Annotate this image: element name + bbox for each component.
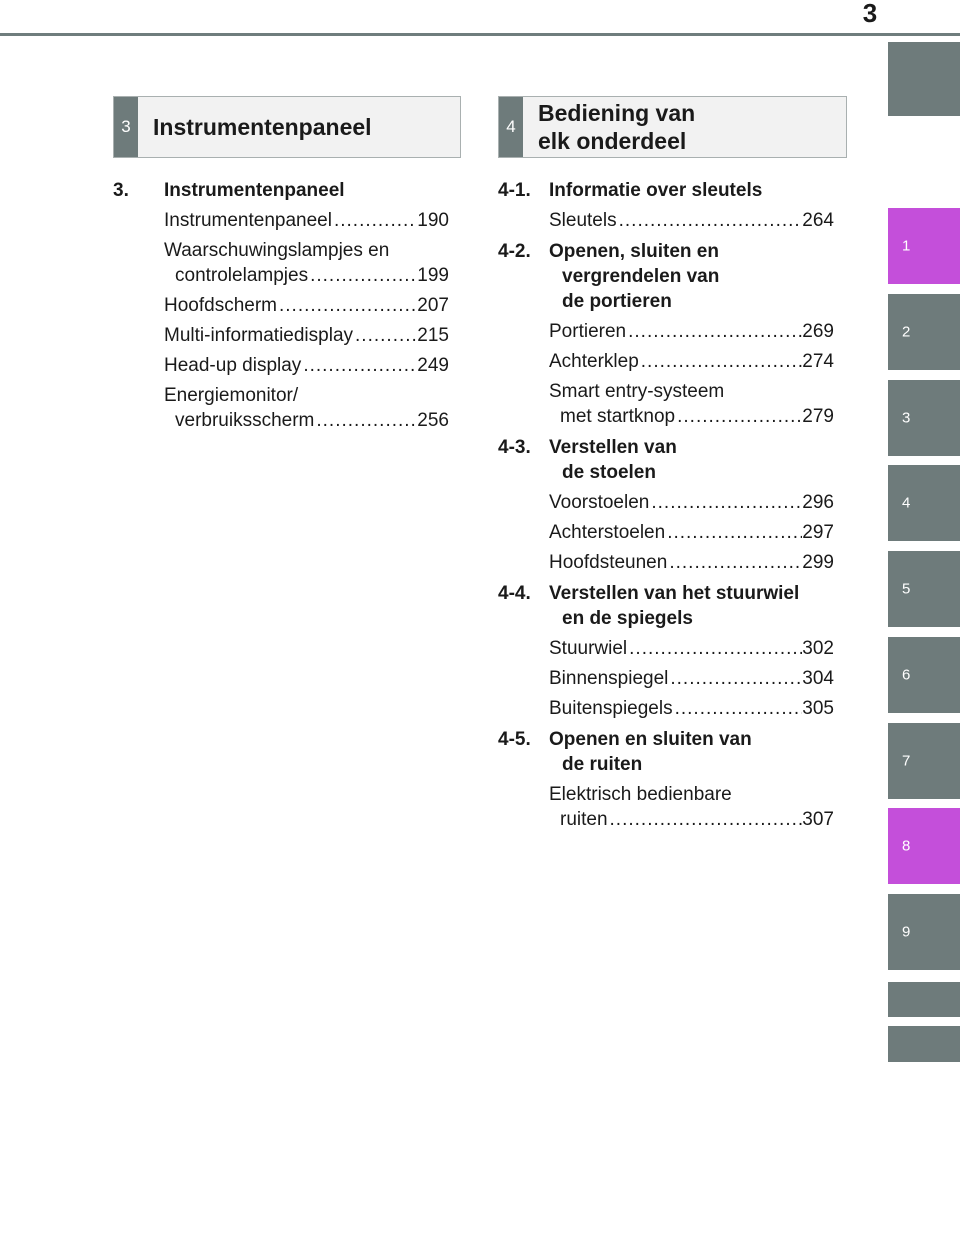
dot-leader — [314, 408, 417, 433]
toc-column-left — [113, 178, 449, 439]
toc-page-number: 274 — [802, 351, 834, 372]
dot-leader — [277, 293, 417, 318]
dot-leader — [353, 323, 417, 348]
toc-entry[interactable] — [498, 636, 834, 661]
chapter-tab-label: 4 — [902, 494, 911, 512]
toc-heading-text: Informatie over sleutels — [549, 180, 763, 201]
toc-entry-title: Waarschuwingslampjes en — [164, 240, 390, 261]
toc-page-number: 305 — [802, 698, 834, 719]
toc-entry-title: met startknop — [560, 406, 676, 427]
section-header-4 — [498, 96, 847, 158]
chapter-tab[interactable] — [888, 208, 960, 284]
toc-group — [498, 581, 834, 721]
toc-group — [113, 178, 449, 433]
toc-entry-title: Hoofdscherm — [164, 295, 277, 316]
chapter-tab[interactable] — [888, 1026, 960, 1062]
section-header-3 — [113, 96, 461, 158]
section-title: Bediening van elk onderdeel — [538, 100, 696, 154]
toc-entry[interactable] — [498, 666, 834, 691]
toc-page-number: 304 — [802, 668, 834, 689]
toc-entry-title: Voorstoelen — [549, 492, 650, 513]
dot-leader — [301, 353, 417, 378]
chapter-tab-label: 8 — [902, 837, 911, 855]
chapter-tab-label: 9 — [902, 923, 911, 941]
top-rule — [0, 33, 960, 36]
toc-heading-number: 4-3. — [498, 437, 531, 458]
chapter-tab-label: 6 — [902, 666, 911, 684]
toc-entry-title: Achterstoelen — [549, 522, 666, 543]
dot-leader — [308, 263, 417, 288]
toc-heading-text: Verstellen van — [549, 437, 677, 458]
chapter-tab[interactable] — [888, 380, 960, 456]
toc-page-number: 299 — [802, 552, 834, 573]
toc-page-number: 302 — [802, 638, 834, 659]
chapter-tab[interactable] — [888, 723, 960, 799]
dot-leader — [608, 807, 803, 832]
toc-heading[interactable] — [498, 239, 834, 314]
toc-page-number: 215 — [417, 325, 449, 346]
chapter-tab[interactable] — [888, 808, 960, 884]
toc-page-number: 264 — [802, 210, 834, 231]
toc-heading-text: Instrumentenpaneel — [164, 180, 345, 201]
toc-entry-title: Portieren — [549, 321, 627, 342]
toc-entry[interactable] — [498, 208, 834, 233]
toc-heading-text: Verstellen van het stuurwiel — [549, 583, 800, 604]
toc-entry[interactable] — [498, 696, 834, 721]
toc-heading-number: 4-1. — [498, 180, 531, 201]
toc-page-number: 256 — [417, 410, 449, 431]
page-number: 3 — [862, 0, 878, 28]
toc-group — [498, 239, 834, 429]
toc-column-right — [498, 178, 834, 838]
toc-entry-title: Binnenspiegel — [549, 668, 669, 689]
toc-entry[interactable] — [113, 208, 449, 233]
chapter-tab[interactable] — [888, 894, 960, 970]
chapter-tab[interactable] — [888, 637, 960, 713]
toc-heading-number: 4-2. — [498, 241, 531, 262]
chapter-tab[interactable] — [888, 42, 960, 116]
toc-entry[interactable] — [113, 353, 449, 378]
toc-page-number: 279 — [802, 406, 834, 427]
toc-group — [498, 727, 834, 832]
dot-leader — [639, 349, 803, 374]
toc-entry[interactable] — [113, 238, 449, 288]
toc-page-number: 199 — [417, 265, 449, 286]
dot-leader — [626, 319, 802, 344]
toc-heading[interactable] — [498, 727, 834, 777]
toc-entry[interactable] — [113, 293, 449, 318]
section-number: 3 — [114, 97, 138, 157]
dot-leader — [332, 208, 417, 233]
toc-entry[interactable] — [498, 782, 834, 832]
toc-heading-number: 3. — [113, 180, 129, 201]
toc-entry-title: controlelampjes — [175, 265, 309, 286]
toc-heading-number: 4-5. — [498, 729, 531, 750]
toc-entry-title: ruiten — [560, 809, 608, 830]
toc-heading[interactable] — [498, 581, 834, 631]
toc-entry-title: Elektrisch bedienbare — [549, 784, 732, 805]
toc-heading-text: de stoelen — [562, 462, 656, 483]
chapter-tab-label: 5 — [902, 580, 911, 598]
dot-leader — [649, 490, 802, 515]
toc-entry-title: Stuurwiel — [549, 638, 628, 659]
toc-heading-text: Openen en sluiten van — [549, 729, 752, 750]
toc-entry-title: Multi-informatiedisplay — [164, 325, 354, 346]
toc-entry[interactable] — [498, 349, 834, 374]
toc-page-number: 296 — [802, 492, 834, 513]
toc-page-number: 269 — [802, 321, 834, 342]
toc-entry[interactable] — [498, 490, 834, 515]
toc-heading-text: de portieren — [562, 291, 672, 312]
toc-heading-text: Openen, sluiten en — [549, 241, 719, 262]
toc-page-number: 297 — [802, 522, 834, 543]
toc-entry-title: Instrumentenpaneel — [164, 210, 332, 231]
toc-heading[interactable] — [498, 435, 834, 485]
toc-entry-title: Hoofdsteunen — [549, 552, 668, 573]
toc-heading-number: 4-4. — [498, 583, 531, 604]
chapter-tab[interactable] — [888, 294, 960, 370]
toc-page-number: 307 — [802, 809, 834, 830]
toc-heading[interactable] — [498, 178, 834, 203]
toc-heading-text: en de spiegels — [562, 608, 693, 629]
chapter-tab-label: 7 — [902, 752, 911, 770]
chapter-tab-label: 2 — [902, 323, 911, 341]
toc-entry-title: Energiemonitor/ — [164, 385, 299, 406]
toc-page-number: 190 — [417, 210, 449, 231]
section-title: Instrumentenpaneel — [153, 114, 372, 140]
toc-entry[interactable] — [498, 379, 834, 429]
section-number: 4 — [499, 97, 523, 157]
toc-entry[interactable] — [113, 323, 449, 348]
chapter-tab[interactable] — [888, 551, 960, 627]
toc-page-number: 249 — [417, 355, 449, 376]
dot-leader — [673, 696, 803, 721]
toc-entry-title: Head-up display — [164, 355, 302, 376]
dot-leader — [627, 636, 802, 661]
chapter-tab[interactable] — [888, 982, 960, 1017]
toc-entry[interactable] — [498, 550, 834, 575]
dot-leader — [665, 520, 802, 545]
dot-leader — [667, 550, 802, 575]
chapter-tab-label: 1 — [902, 237, 911, 255]
toc-entry-title: Buitenspiegels — [549, 698, 673, 719]
toc-entry[interactable] — [113, 383, 449, 433]
toc-entry[interactable] — [498, 319, 834, 344]
toc-heading[interactable] — [113, 178, 449, 203]
chapter-tab[interactable] — [888, 465, 960, 541]
toc-entry[interactable] — [498, 520, 834, 545]
toc-entry-title: Achterklep — [549, 351, 639, 372]
dot-leader — [668, 666, 802, 691]
toc-heading-text: de ruiten — [562, 754, 643, 775]
toc-entry-title: Smart entry-systeem — [549, 381, 725, 402]
dot-leader — [675, 404, 802, 429]
dot-leader — [617, 208, 803, 233]
toc-entry-title: Sleutels — [549, 210, 617, 231]
toc-heading-text: vergrendelen van — [562, 266, 720, 287]
toc-group — [498, 178, 834, 233]
toc-group — [498, 435, 834, 575]
chapter-tab-label: 3 — [902, 409, 911, 427]
toc-page-number: 207 — [417, 295, 449, 316]
toc-entry-title: verbruiksscherm — [175, 410, 315, 431]
